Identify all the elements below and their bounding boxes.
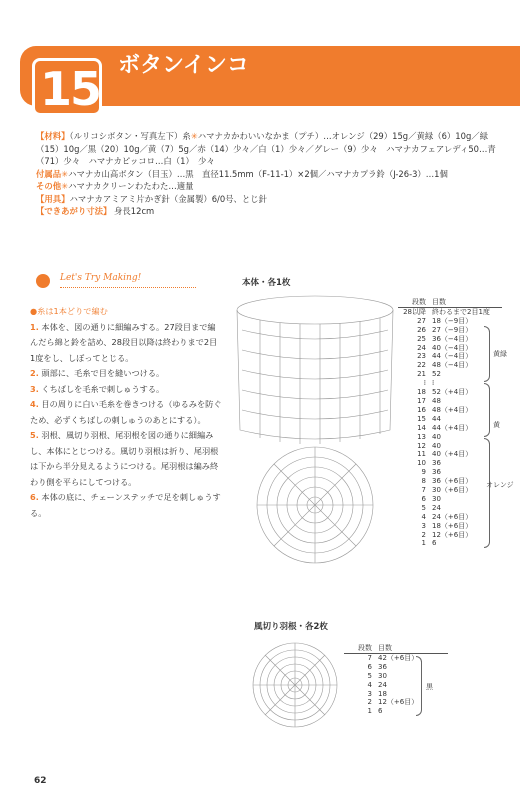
stitch-cell: 42（+6目）	[378, 653, 419, 662]
stitch-cell: 40	[432, 441, 441, 450]
round-cell: 4	[421, 512, 426, 521]
round-cell: 22	[417, 361, 426, 370]
page-title: ボタンインコ	[118, 53, 249, 78]
materials-block	[36, 130, 504, 218]
dotted-divider	[60, 287, 196, 288]
tools-line: 【用具】ハマナカアミアミ片かぎ針（金属製）6/0号、とじ針	[36, 193, 268, 204]
stitch-cell: 36（−4目）	[432, 334, 473, 343]
round-cell: 9	[421, 468, 426, 477]
stitch-cell: 44（+4目）	[432, 423, 473, 432]
stitch-cell: 44	[432, 414, 441, 423]
page-number: 62	[34, 776, 47, 786]
stitch-cell: 12（+6目）	[432, 530, 473, 539]
table-row	[398, 317, 502, 326]
instructions-heading: ●糸は1本どりで編む	[30, 306, 108, 316]
step-3: 3. くちばしを毛糸で刺しゅうする。	[30, 383, 165, 394]
stitch-cell: 48（−4目）	[432, 361, 473, 370]
color-label-orange: オレンジ	[486, 481, 514, 489]
wing-crochet-diagram	[250, 640, 340, 730]
round-cell: 17	[417, 396, 426, 405]
round-cell: 1	[421, 539, 426, 548]
stitch-cell: 40（−4目）	[432, 343, 473, 352]
step-2: 2. 頭部に、毛糸で目を縫いつける。	[30, 368, 165, 378]
round-cell: 12	[417, 441, 426, 450]
stitch-cell: 30（+6目）	[432, 486, 473, 495]
stitch-cell: 40（+4目）	[432, 450, 473, 459]
stitch-cell: 24（+6目）	[432, 512, 473, 521]
round-cell: 25	[417, 334, 426, 343]
materials-line: 【材料】（ルリコシボタン・写真左下）糸✳ハマナカかわいいなかま（プチ）…オレンジ（29）15g／黄緑（6）10g／緑（15）10g／黒（20）10g／黄（7）5g／赤（14）少々／白（1）少々／グレー（9）少々 ハマナカフェアレディ50…青（71）少々 ハマナカピッコロ…白（1） 少々	[36, 131, 496, 166]
stitch-cell: 24	[432, 503, 441, 512]
stitch-cell: 36	[432, 459, 441, 468]
orange-dot-icon	[36, 274, 50, 288]
stitch-cell: 30	[378, 671, 387, 680]
step-6: 6. 本体の底に、チェーンステッチで足を刺しゅうする。	[30, 492, 221, 518]
round-cell: 15	[417, 414, 426, 423]
step-1: 1. 本体を、図の通りに細編みする。27段目まで編んだら綿と鈴を詰め、28段目以降は終わりまで2目1度をし、しぼってとじる。	[30, 321, 218, 363]
round-cell: 6	[421, 494, 426, 503]
round-cell: 3	[367, 689, 372, 698]
brace-yellow-green	[484, 326, 490, 382]
table-row	[344, 698, 448, 707]
stitch-cell: 52（+4目）	[432, 388, 473, 397]
table-row	[398, 308, 502, 317]
other-line: その他✳ハマナカクリーンわたわた…適量	[36, 181, 194, 191]
round-cell: 18	[417, 388, 426, 397]
round-cell: 10	[417, 459, 426, 468]
round-cell: 1	[367, 707, 372, 716]
step-5: 5. 羽根、風切り羽根、尾羽根を図の通りに細編みし、本体にとじつける。風切り羽根は折り、尾羽根は下から半分見えるようにつける。尾羽根は編み終わり側を平らにしてつける。	[30, 430, 219, 487]
stitch-cell: 36	[432, 468, 441, 477]
stitch-cell: 48	[432, 396, 441, 405]
body-round-table: 段数 目数 28以降 終わるまで2目1度 27 18（−9目） 26 27（−9目） 25 36（−4目） 24 40（−4目） 23 44（−4目） 22 48（−4目） 21 52 ⁞ ⁞ 18 52（+4目） 17 48 16 48（+4目） 15 44 14 44（+4目） 13 40 12 40 11 40（+4目） 10 36 9 36 8 36（+6目） 7 30（+6目） 6 30 5 24 4 24（+6目） 3 18（+6目） 2 12（+6目） 1 6	[398, 298, 502, 548]
round-cell: 4	[367, 680, 372, 689]
stitch-cell: 6	[378, 707, 383, 716]
round-cell: 28以降	[403, 307, 426, 316]
round-cell: 6	[367, 662, 372, 671]
stitch-cell: 36	[378, 662, 387, 671]
round-cell: ⁞	[423, 379, 426, 388]
table-row	[344, 663, 448, 672]
stitch-cell: 24	[378, 680, 387, 689]
round-cell: 5	[367, 671, 372, 680]
table-row	[344, 707, 448, 716]
round-cell: 7	[367, 653, 372, 662]
round-cell: 21	[417, 370, 426, 379]
stitch-cell: 48（+4目）	[432, 405, 473, 414]
round-cell: 3	[421, 521, 426, 530]
color-label-yellow-green: 黄緑	[493, 350, 507, 358]
body-crochet-diagram	[230, 290, 400, 600]
wing-diagram-title: 風切り羽根・各2枚	[254, 622, 328, 632]
stitch-cell: ⁞	[432, 379, 435, 388]
round-cell: 13	[417, 432, 426, 441]
stitch-cell: 27（−9目）	[432, 325, 473, 334]
color-label-yellow: 黄	[493, 421, 500, 429]
round-cell: 7	[421, 486, 426, 495]
lets-try-header	[36, 272, 196, 292]
table-row	[344, 654, 448, 663]
stitch-cell: 18（+6目）	[432, 521, 473, 530]
size-line: 【できあがり寸法】 身長12cm	[36, 206, 155, 216]
stitch-cell: 52	[432, 370, 441, 379]
round-cell: 24	[417, 343, 426, 352]
round-cell: 2	[421, 530, 426, 539]
stitch-cell: 18（−9目）	[432, 316, 473, 325]
round-cell: 5	[421, 503, 426, 512]
stitch-cell: 6	[432, 539, 437, 548]
wing-round-table: 段数 目数 7 42（+6目） 6 36 5 30 4 24 3 18 2 12（+6目） 1 6	[344, 644, 448, 716]
brace-yellow	[484, 383, 490, 437]
brace-black	[416, 656, 422, 716]
stitch-cell: 30	[432, 494, 441, 503]
round-cell: 26	[417, 325, 426, 334]
round-cell: 27	[417, 316, 426, 325]
round-cell: 2	[367, 698, 372, 707]
stitch-cell: 12（+6目）	[378, 698, 419, 707]
table-row	[344, 672, 448, 681]
lets-try-label: Let's Try Making!	[60, 273, 142, 283]
round-cell: 11	[417, 450, 426, 459]
accessories-line: 付属品✳ハマナカ山高ボタン（目玉）…黒 直径11.5mm（F-11-1）×2個／ハマナカプラ鈴（J-26-3）…1個	[36, 168, 448, 179]
body-diagram-title: 本体・各1枚	[242, 278, 291, 288]
round-cell: 23	[417, 352, 426, 361]
stitch-cell: 44（−4目）	[432, 352, 473, 361]
instructions	[30, 304, 222, 521]
project-number: 15	[40, 62, 101, 116]
round-cell: 8	[421, 477, 426, 486]
round-cell: 16	[417, 405, 426, 414]
stitch-cell: 18	[378, 689, 387, 698]
round-cell: 14	[417, 423, 426, 432]
stitch-cell: 40	[432, 432, 441, 441]
color-label-black: 黒	[426, 683, 433, 691]
stitch-cell: 終わるまで2目1度	[432, 307, 490, 316]
stitch-cell: 36（+6目）	[432, 477, 473, 486]
brace-orange	[484, 438, 490, 548]
step-4: 4. 目の周りに白い毛糸を巻きつける（ゆるみを防ぐため、必ずくちばしの刺しゅうのあとにする）。	[30, 399, 222, 425]
